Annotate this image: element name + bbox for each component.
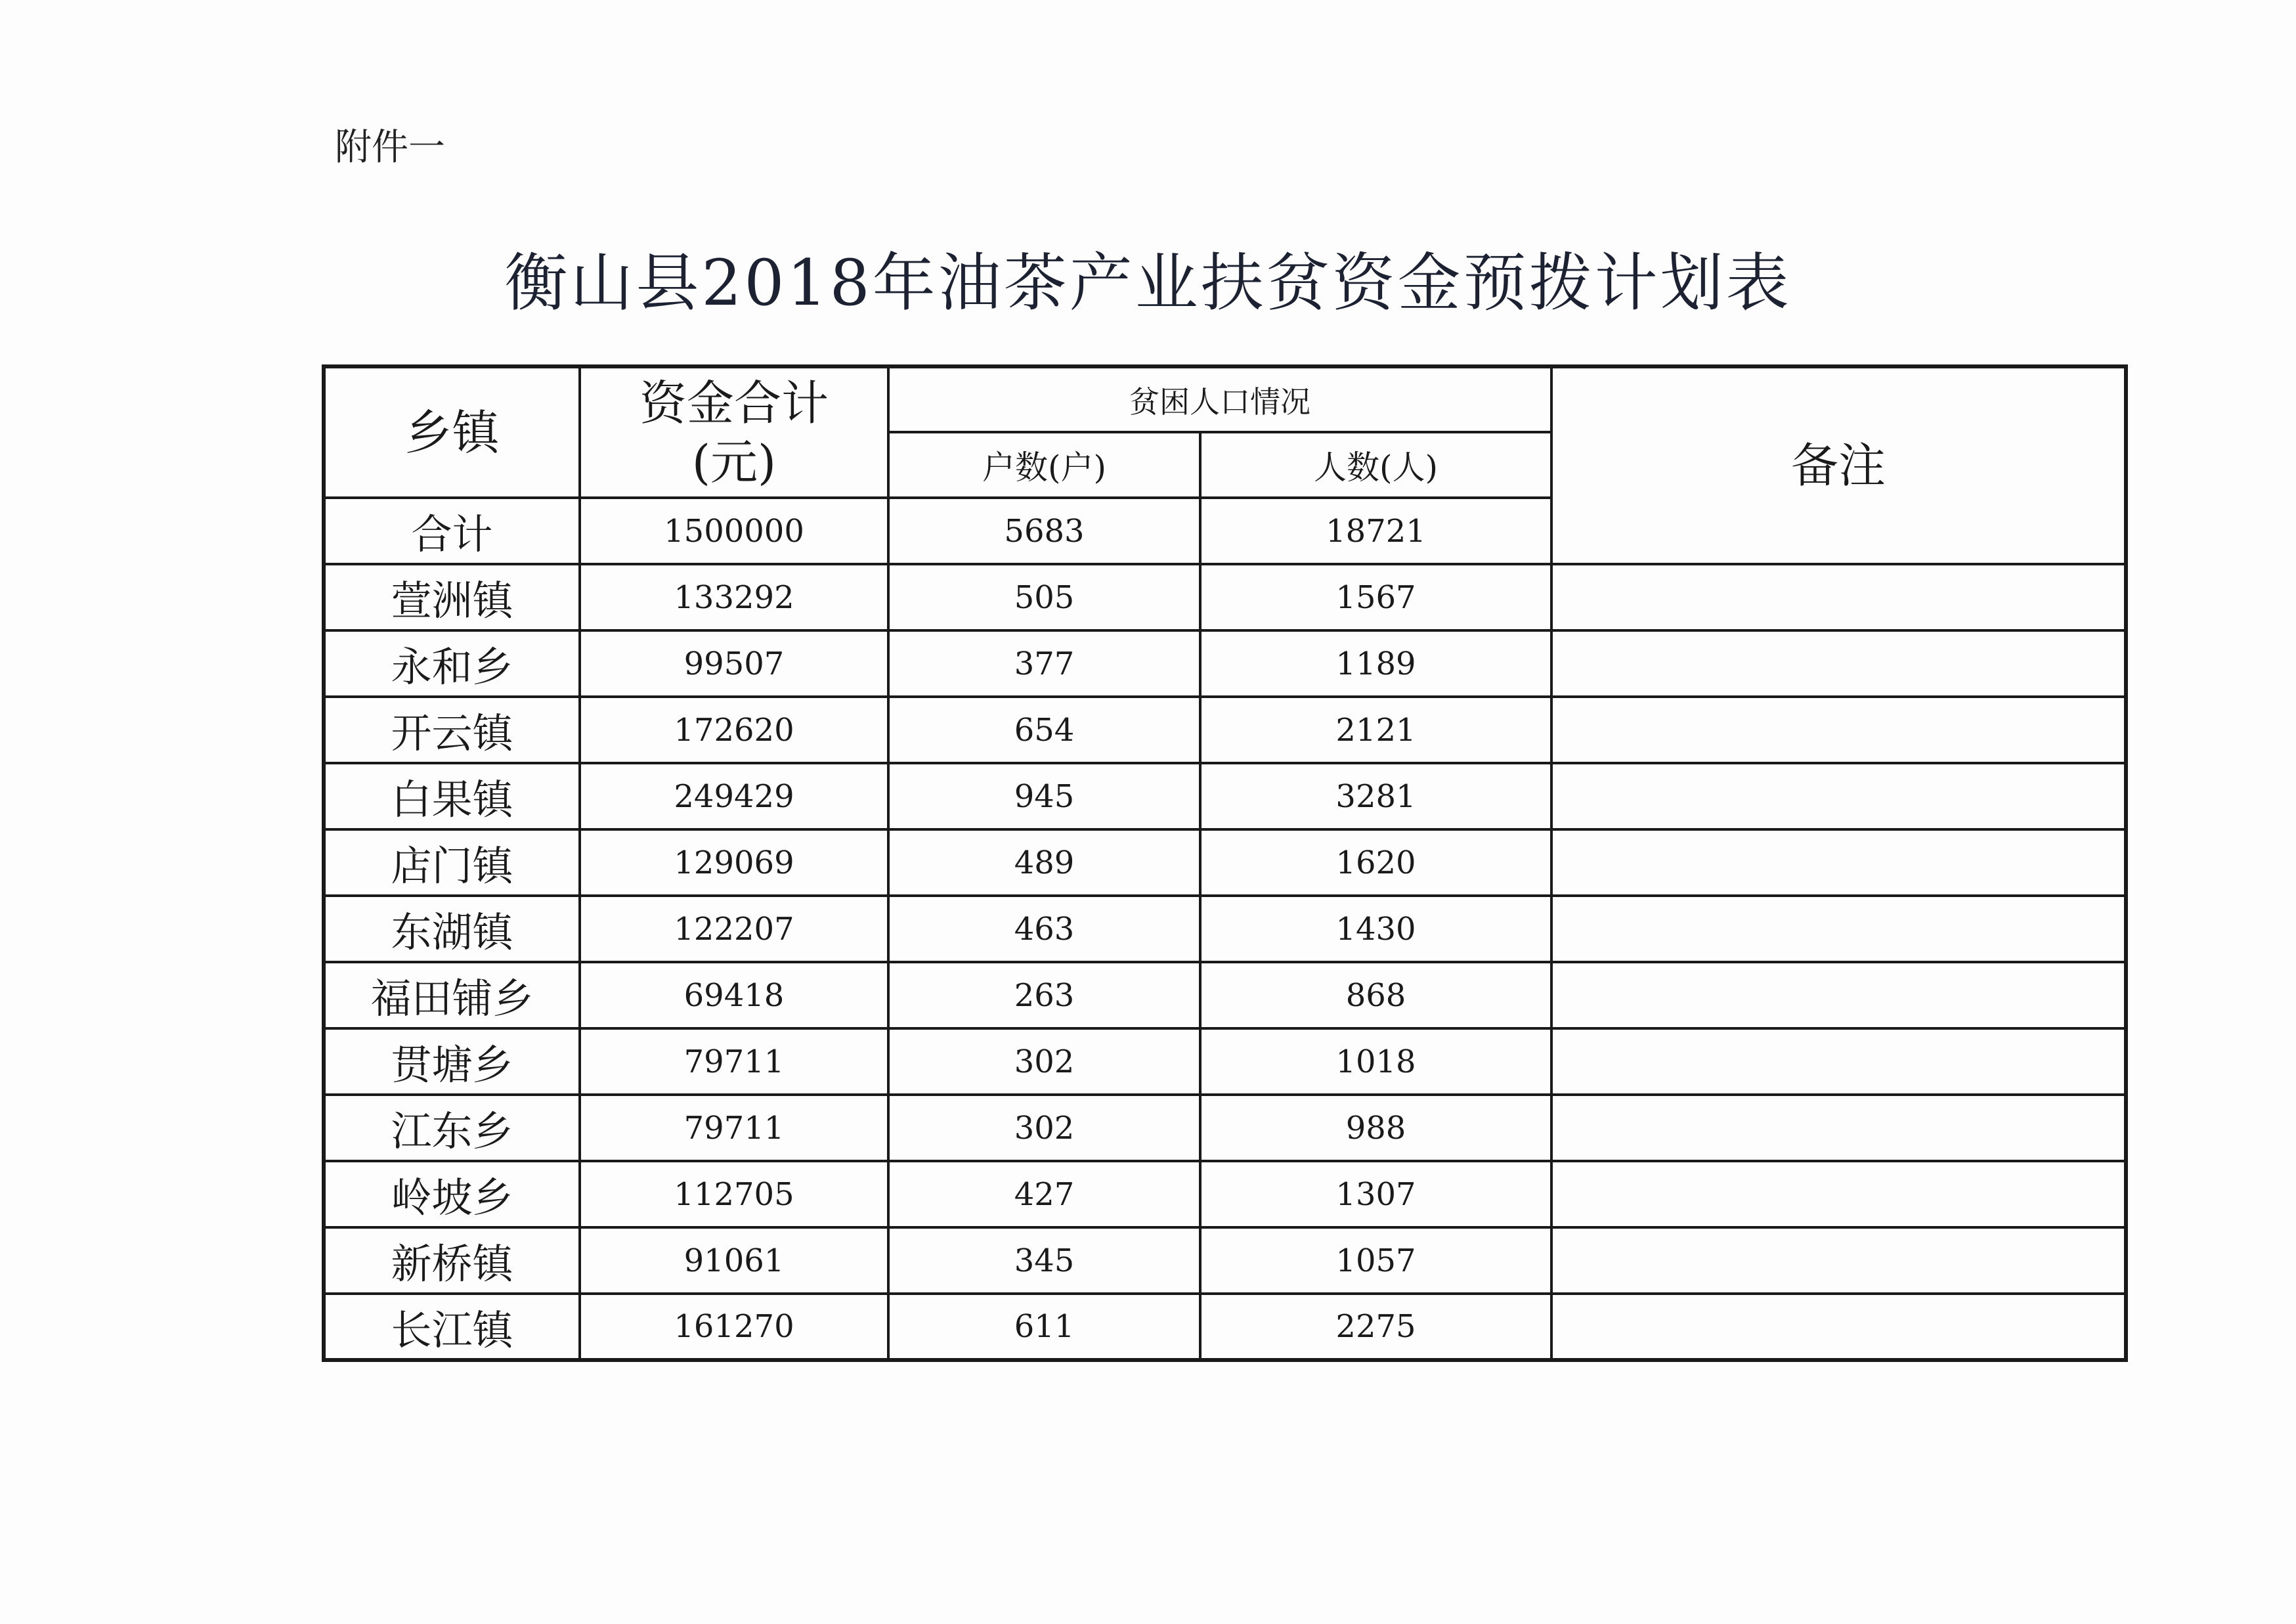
persons-cell: 2121 bbox=[1200, 697, 1551, 763]
households-cell: 263 bbox=[888, 962, 1200, 1028]
remark-cell bbox=[1551, 763, 2126, 829]
remark-cell bbox=[1551, 630, 2126, 697]
table-row bbox=[324, 564, 2126, 630]
town-cell: 萱洲镇 bbox=[324, 564, 580, 630]
households-cell: 5683 bbox=[888, 498, 1200, 564]
town-cell: 开云镇 bbox=[324, 697, 580, 763]
persons-cell: 1057 bbox=[1200, 1227, 1551, 1294]
table-row bbox=[324, 1227, 2126, 1294]
persons-cell: 1567 bbox=[1200, 564, 1551, 630]
persons-cell: 1430 bbox=[1200, 896, 1551, 962]
table-row bbox=[324, 697, 2126, 763]
households-cell: 945 bbox=[888, 763, 1200, 829]
town-cell: 江东乡 bbox=[324, 1095, 580, 1161]
remark-cell bbox=[1551, 1095, 2126, 1161]
remark-cell bbox=[1551, 1294, 2126, 1360]
town-cell: 新桥镇 bbox=[324, 1227, 580, 1294]
households-cell: 377 bbox=[888, 630, 1200, 697]
header-remark: 备注 bbox=[1551, 366, 2126, 564]
persons-cell: 1018 bbox=[1200, 1028, 1551, 1095]
town-cell: 店门镇 bbox=[324, 829, 580, 896]
households-cell: 463 bbox=[888, 896, 1200, 962]
remark-cell bbox=[1551, 829, 2126, 896]
fund-cell: 161270 bbox=[580, 1294, 888, 1360]
households-cell: 302 bbox=[888, 1028, 1200, 1095]
header-households: 户数(户) bbox=[888, 432, 1200, 498]
table-row bbox=[324, 1028, 2126, 1095]
persons-cell: 868 bbox=[1200, 962, 1551, 1028]
document-title: 衡山县2018年油茶产业扶贫资金预拨计划表 bbox=[504, 246, 1792, 320]
fund-cell: 122207 bbox=[580, 896, 888, 962]
table-row bbox=[324, 763, 2126, 829]
persons-cell: 3281 bbox=[1200, 763, 1551, 829]
fund-cell: 133292 bbox=[580, 564, 888, 630]
fund-cell: 129069 bbox=[580, 829, 888, 896]
table-row bbox=[324, 1161, 2126, 1227]
town-cell: 贯塘乡 bbox=[324, 1028, 580, 1095]
persons-cell: 1307 bbox=[1200, 1161, 1551, 1227]
town-cell: 白果镇 bbox=[324, 763, 580, 829]
persons-cell: 1189 bbox=[1200, 630, 1551, 697]
households-cell: 345 bbox=[888, 1227, 1200, 1294]
town-cell: 长江镇 bbox=[324, 1294, 580, 1360]
funding-plan-table bbox=[322, 364, 2128, 1362]
fund-cell: 1500000 bbox=[580, 498, 888, 564]
table-row bbox=[324, 896, 2126, 962]
header-town: 乡镇 bbox=[324, 366, 580, 498]
table-row bbox=[324, 1294, 2126, 1360]
town-cell: 合计 bbox=[324, 498, 580, 564]
remark-cell bbox=[1551, 697, 2126, 763]
header-poverty-group: 贫困人口情况 bbox=[888, 366, 1551, 432]
fund-cell: 99507 bbox=[580, 630, 888, 697]
fund-cell: 79711 bbox=[580, 1028, 888, 1095]
header-fund-unit: (元) bbox=[691, 434, 777, 490]
fund-cell: 91061 bbox=[580, 1227, 888, 1294]
fund-cell: 69418 bbox=[580, 962, 888, 1028]
table-row bbox=[324, 630, 2126, 697]
households-cell: 489 bbox=[888, 829, 1200, 896]
households-cell: 611 bbox=[888, 1294, 1200, 1360]
persons-cell: 1620 bbox=[1200, 829, 1551, 896]
header-fund-line1: 资金合计 bbox=[639, 375, 829, 431]
fund-cell: 249429 bbox=[580, 763, 888, 829]
town-cell: 永和乡 bbox=[324, 630, 580, 697]
town-cell: 福田铺乡 bbox=[324, 962, 580, 1028]
table-row bbox=[324, 829, 2126, 896]
households-cell: 302 bbox=[888, 1095, 1200, 1161]
remark-cell bbox=[1551, 1227, 2126, 1294]
table-row bbox=[324, 962, 2126, 1028]
fund-cell: 112705 bbox=[580, 1161, 888, 1227]
header-persons: 人数(人) bbox=[1200, 432, 1551, 498]
households-cell: 654 bbox=[888, 697, 1200, 763]
fund-cell: 172620 bbox=[580, 697, 888, 763]
remark-cell bbox=[1551, 896, 2126, 962]
persons-cell: 988 bbox=[1200, 1095, 1551, 1161]
attachment-label: 附件一 bbox=[335, 126, 445, 169]
remark-cell bbox=[1551, 564, 2126, 630]
households-cell: 427 bbox=[888, 1161, 1200, 1227]
remark-cell bbox=[1551, 1161, 2126, 1227]
header-fund bbox=[580, 366, 888, 498]
table-row bbox=[324, 1095, 2126, 1161]
persons-cell: 2275 bbox=[1200, 1294, 1551, 1360]
town-cell: 东湖镇 bbox=[324, 896, 580, 962]
households-cell: 505 bbox=[888, 564, 1200, 630]
remark-cell bbox=[1551, 962, 2126, 1028]
persons-cell: 18721 bbox=[1200, 498, 1551, 564]
town-cell: 岭坡乡 bbox=[324, 1161, 580, 1227]
remark-cell bbox=[1551, 1028, 2126, 1095]
fund-cell: 79711 bbox=[580, 1095, 888, 1161]
